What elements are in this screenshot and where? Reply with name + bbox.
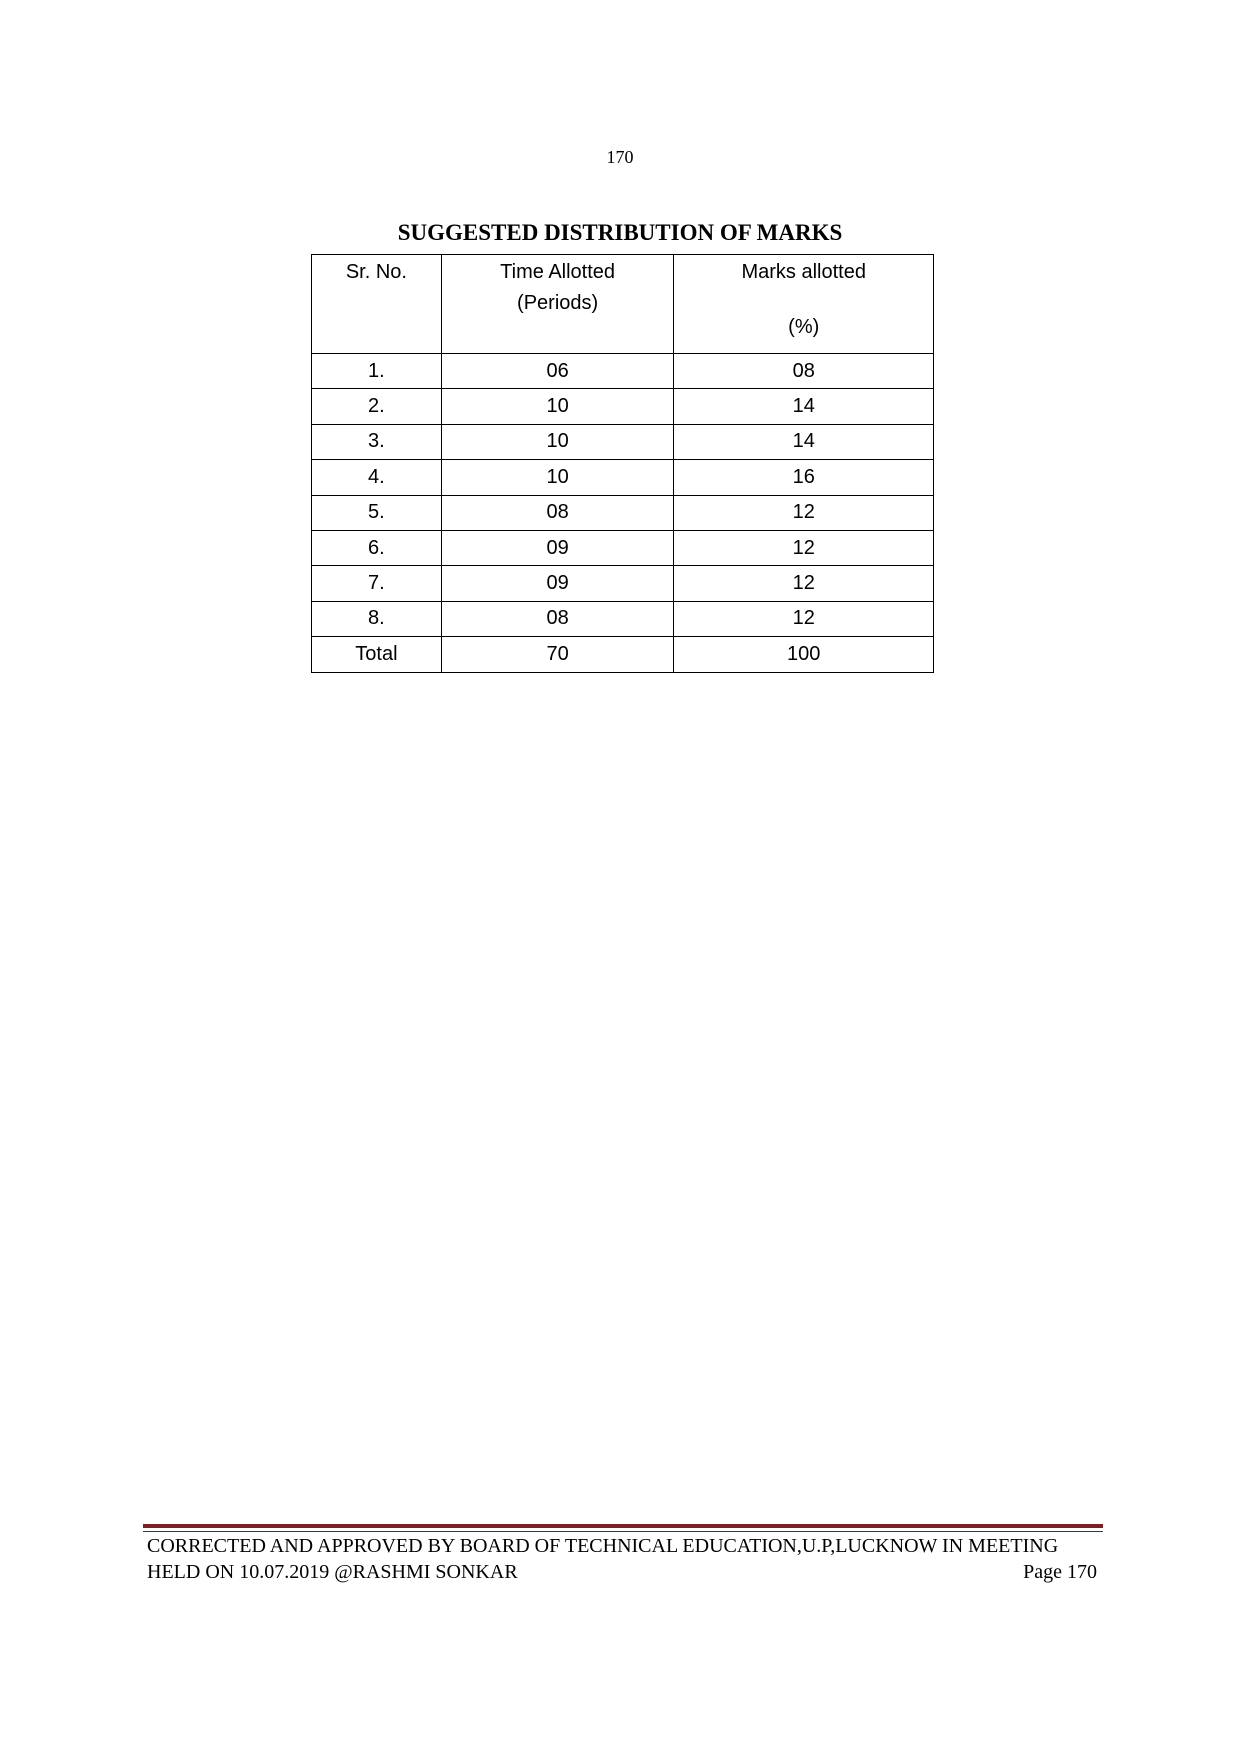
header-time-label: Time Allotted (500, 261, 616, 283)
cell-marks-allotted: 16 (674, 460, 934, 495)
footer-rule-thin (143, 1531, 1103, 1532)
table-title: SUGGESTED DISTRIBUTION OF MARKS (397, 220, 843, 245)
header-time-unit: (Periods) (517, 292, 599, 314)
cell-time-allotted: 70 (441, 637, 674, 672)
header-marks-allotted (674, 255, 934, 354)
footer-page-label: Page 170 (1023, 1561, 1097, 1583)
cell-sr-no: 8. (312, 601, 442, 636)
table-row (312, 530, 934, 565)
cell-marks-allotted: 14 (674, 424, 934, 459)
footer-rule (143, 1524, 1103, 1528)
cell-sr-no: 1. (312, 354, 442, 389)
cell-marks-allotted: 12 (674, 566, 934, 601)
cell-sr-no: 3. (312, 424, 442, 459)
header-marks-label: Marks allotted (741, 261, 866, 283)
header-marks-unit: (%) (788, 316, 820, 338)
footer-approval-line1: CORRECTED AND APPROVED BY BOARD OF TECHNICAL EDUCATION,U.P,LUCKNOW IN MEETING (147, 1535, 1059, 1557)
footer-approval-line2: HELD ON 10.07.2019 @RASHMI SONKAR (147, 1561, 518, 1583)
cell-time-allotted: 10 (441, 389, 674, 424)
footer (147, 1533, 1097, 1585)
cell-time-allotted: 10 (441, 460, 674, 495)
cell-sr-no: 7. (312, 566, 442, 601)
cell-sr-no: 5. (312, 495, 442, 530)
cell-time-allotted: 06 (441, 354, 674, 389)
cell-marks-allotted: 12 (674, 495, 934, 530)
cell-marks-allotted: 08 (674, 354, 934, 389)
cell-time-allotted: 08 (441, 601, 674, 636)
header-time-allotted (441, 255, 674, 354)
table-total-row (312, 637, 934, 672)
cell-sr-no: Total (312, 637, 442, 672)
cell-sr-no: 2. (312, 389, 442, 424)
table-row (312, 566, 934, 601)
cell-marks-allotted: 100 (674, 637, 934, 672)
table-row (312, 495, 934, 530)
cell-sr-no: 4. (312, 460, 442, 495)
table-row (312, 601, 934, 636)
cell-time-allotted: 09 (441, 566, 674, 601)
cell-time-allotted: 10 (441, 424, 674, 459)
table-body (312, 354, 934, 673)
cell-marks-allotted: 12 (674, 530, 934, 565)
marks-distribution-table (311, 254, 934, 673)
footer-line2 (147, 1559, 1097, 1585)
cell-time-allotted: 08 (441, 495, 674, 530)
table-header-row (312, 255, 934, 354)
cell-time-allotted: 09 (441, 530, 674, 565)
cell-marks-allotted: 12 (674, 601, 934, 636)
table-row (312, 424, 934, 459)
cell-sr-no: 6. (312, 530, 442, 565)
table-row (312, 354, 934, 389)
table-row (312, 460, 934, 495)
header-sr-no-label: Sr. No. (345, 261, 407, 283)
page-number-top: 170 (606, 147, 634, 167)
table-row (312, 389, 934, 424)
cell-marks-allotted: 14 (674, 389, 934, 424)
header-sr-no (312, 255, 442, 354)
